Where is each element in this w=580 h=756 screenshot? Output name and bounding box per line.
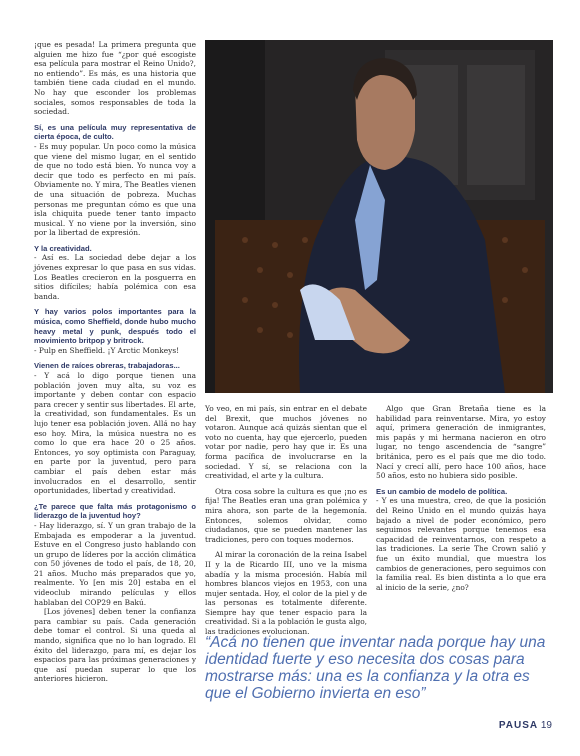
- question: Y hay varios polos importantes para la música, como Sheffield, donde hubo mucho heavy metal y punk, después todo el movimiento britpop y britrock.: [34, 307, 196, 346]
- article-column-right: [376, 404, 546, 598]
- answer: - Es muy popular. Un poco como la música que viene del mismo lugar, en el sentido de que no todo está bien. Yo nunca voy a decir que todo es perfecto en mi país. Obviamente no. Y mira, The Beatles vienen de una situación de pobreza. Muchas personas me preguntan cómo es que una isla chiquita puede tener tanto impacto musical. Y no viene por la inversión, sino por la libertad de expresión.: [34, 141, 196, 238]
- paragraph: Yo veo, en mi país, sin entrar en el debate del Brexit, que muchos jóvenes no votaron. Aunque acá quizás sientan que el voto no cuenta, hay que ejercerlo, pueden votar por nadie, pero hay que ir. Es una forma pacífica de involucrarse en la sociedad. Y sí, se relaciona con la creatividad, el arte y la cultura.: [205, 404, 367, 481]
- pull-quote: “Acá no tienen que inventar nada porque hay una identidad fuerte y eso necesita dos cosas para mostrarse más: una es la confianza y la otra es que el Gobierno invierta en eso”: [205, 634, 546, 702]
- answer: [Los jóvenes] deben tener la confianza para cambiar su país. Cada generación debe tomar el control. Si una queda al mando, significa que no lo han logrado. El éxito del liderazgo, para mí, es dejar los espacios para las próximas generaciones y que así puedan superar lo que los anteriores hicieron.: [34, 607, 196, 684]
- portrait-photo: [205, 40, 553, 393]
- page-footer: [499, 720, 552, 731]
- answer: - Y es una muestra, creo, de que la posición del Reino Unido en el mundo quizás haya bajado a nivel de poder económico, pero seguimos relevantes porque tenemos esa capacidad de reinventarnos, con respeto a las tradiciones. La serie The Crown salió y fue un éxito mundial, que muestra los cambios de generaciones, pero seguimos con la familia real. Es bien distinta a lo que era al inicio de la serie, ¿no?: [376, 496, 546, 592]
- magazine-brand: PAUSA: [498, 720, 539, 731]
- portrait-illustration: [205, 40, 553, 393]
- paragraph: Algo que Gran Bretaña tiene es la habilidad para reinventarse. Mira, yo estoy aquí, primera generación de inmigrantes, mis papás y mi hermana nacieron en otro lugar, no tengo ascendencia de “sangre” británica, pero es el país que me dio todo. Nací y crecí allí, pero hace 100 años, hace 50 años, esto no hubiera sido posible.: [376, 404, 546, 481]
- question: ¿Te parece que falta más protagonismo o liderazgo de la juventud hoy?: [34, 501, 196, 521]
- paragraph: Otra cosa sobre la cultura es que ¡no es fija! The Beatles eran una gran polémica y mira ahora, son parte de la hegemonía. Entonces, solemos olvidar, como ciudadanos, que se pueden mantener las tradiciones, pero con toques modernos.: [205, 486, 367, 544]
- answer: - Hay liderazgo, sí. Y un gran trabajo de la Embajada es empoderar a la juventud. Estuve en el Congreso justo hablando con un grupo de líderes por la acción climática con 50 jóvenes de todo el país, de 18, 20, 21 años. Mucho más preparados que yo, realmente. Yo [en mis 20] estaba en el videoclub mirando películas y ellos hablaban del COP29 en Bakú.: [34, 520, 196, 607]
- paragraph: ¡que es pesada! La primera pregunta que alguien me hizo fue “¿por qué escogiste esa película para mostrar el Reino Unido?, no entiendo”. Es más, es una historia que también tiene cada ciudad en el mundo. No hay que esconder los problemas sociales, somos responsables de toda la sociedad.: [34, 40, 196, 117]
- page-number: 19: [540, 720, 552, 731]
- article-column-left: [34, 40, 196, 690]
- question: Sí, es una película muy representativa de cierta época, de culto.: [34, 122, 196, 142]
- answer: - Y acá lo digo porque tienen una población joven muy alta, su voz es importante y deben contar con espacio para crecer y sentir sus libertades. El arte, la creatividad, son fundamentales. Es un lujo tener esa población joven. Allá no hay eso hoy. Mira, la música nuestra no es como lo que era hace 20 o 25 años. Entonces, yo soy optimista con Paraguay, en parte por la juventud, pero para cambiar el país deben estar más involucrados en el desarrollo, sentir oportunidades, libertad y creatividad.: [34, 371, 196, 496]
- paragraph: Al mirar la coronación de la reina Isabel II y la de Ricardo III, uno ve la misma abadía y la misma procesión. Había mil hombres blancos viejos en 1953, con una mujer sentada. Hoy, el color de la piel y de las personas es totalmente diferente. Siempre hay que tener espacio para la creatividad. Si a la población le gusta algo, las tradiciones evolucionan.: [205, 550, 367, 637]
- article-column-middle: [205, 404, 367, 643]
- question: Vienen de raíces obreras, trabajadoras...: [34, 361, 180, 371]
- question: Es un cambio de modelo de política.: [376, 486, 508, 496]
- question: Y la creatividad.: [34, 243, 92, 253]
- answer: - Así es. La sociedad debe dejar a los jóvenes expresar lo que pasa en sus vidas. Los Beatles crecieron en la posguerra en sitios difíciles; había polémica con esa banda.: [34, 253, 196, 301]
- answer: - Pulp en Sheffield. ¡Y Arctic Monkeys!: [34, 345, 180, 355]
